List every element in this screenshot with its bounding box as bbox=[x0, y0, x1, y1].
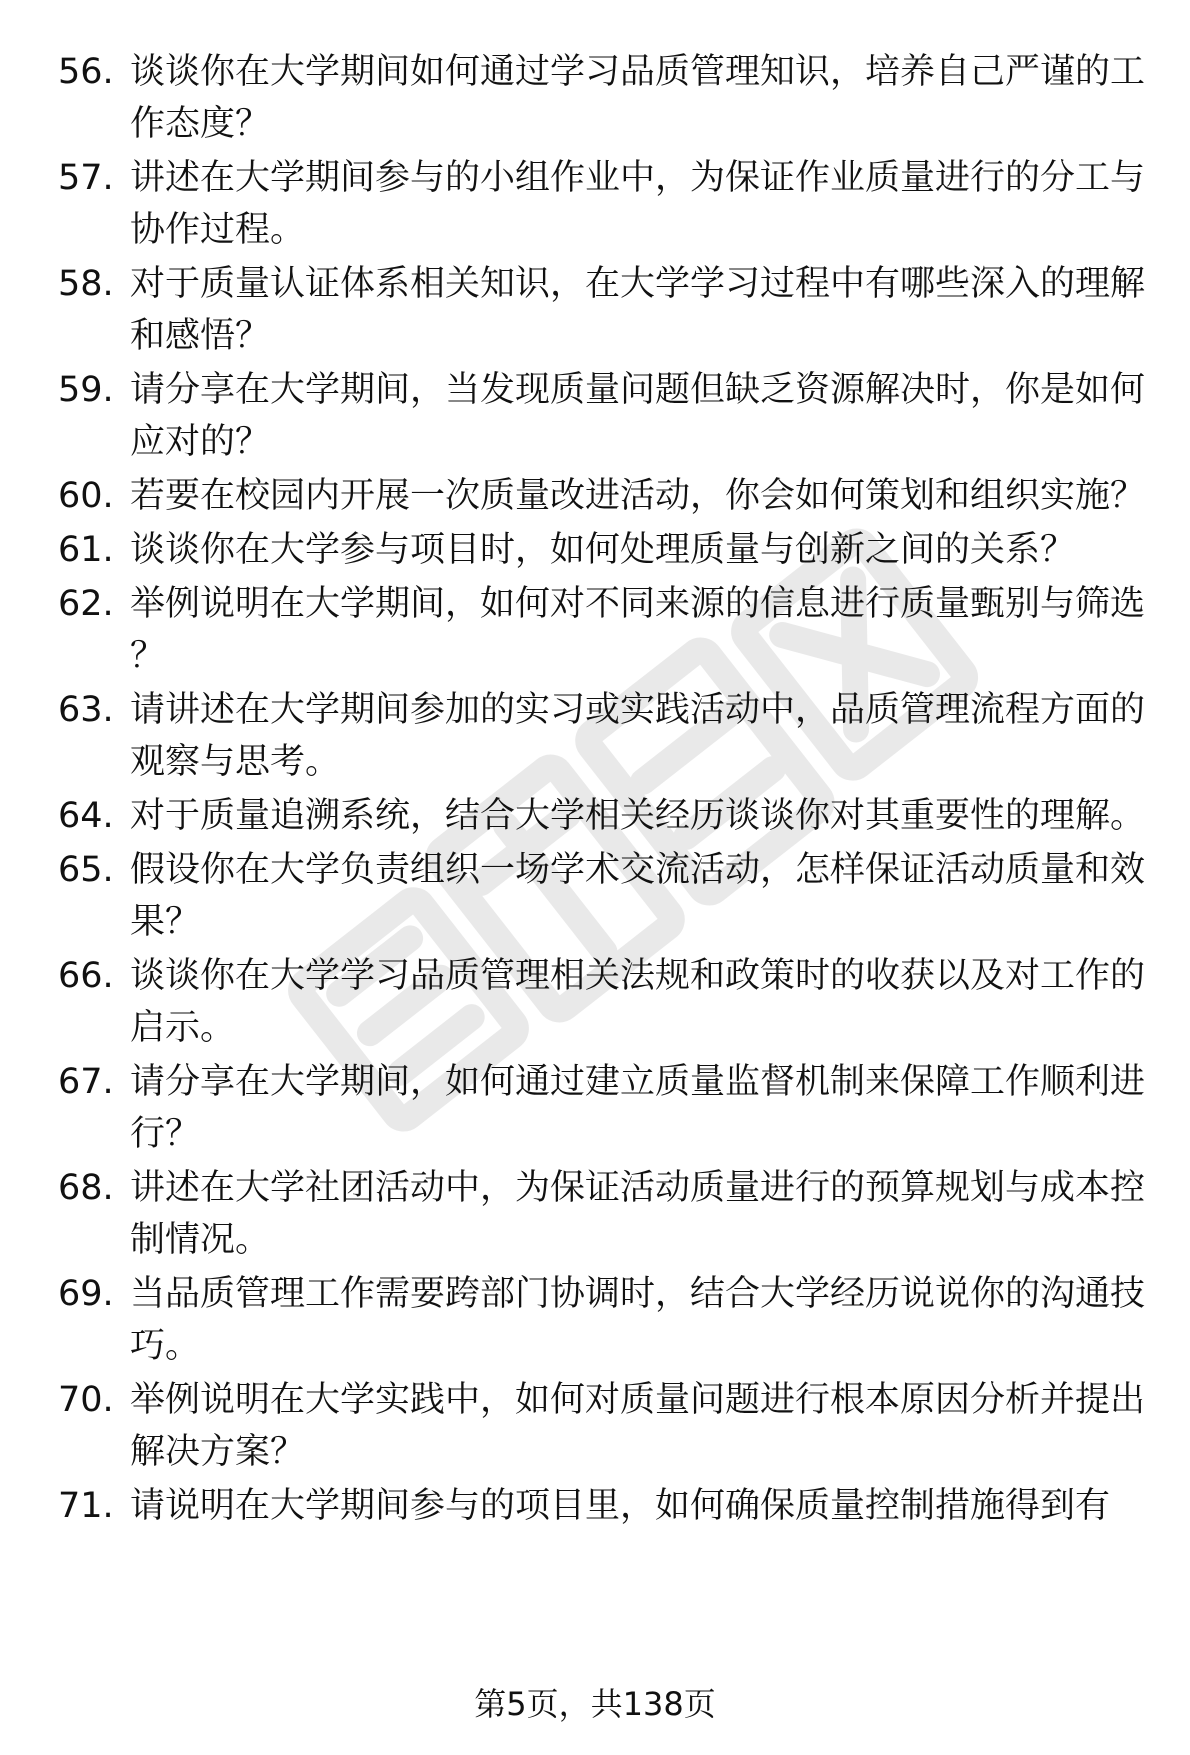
question-number: 64. bbox=[58, 796, 114, 836]
list-item bbox=[58, 152, 1148, 256]
list-item bbox=[58, 844, 1148, 948]
question-number: 56. bbox=[58, 52, 114, 92]
question-number: 62. bbox=[58, 584, 114, 624]
question-number: 70. bbox=[58, 1380, 114, 1420]
question-number: 59. bbox=[58, 370, 114, 410]
question-text: 请讲述在大学期间参加的实习或实践活动中，品质管理流程方面的观察与思考。 bbox=[130, 690, 1146, 782]
list-item bbox=[58, 1056, 1148, 1160]
question-text: 对于质量认证体系相关知识，在大学学习过程中有哪些深入的理解和感悟？ bbox=[130, 264, 1146, 356]
question-number: 60. bbox=[58, 476, 114, 516]
question-text: 请说明在大学期间参与的项目里，如何确保质量控制措施得到有 bbox=[130, 1486, 1111, 1526]
question-list bbox=[58, 46, 1148, 1534]
list-item bbox=[58, 1162, 1148, 1266]
list-item bbox=[58, 524, 1148, 576]
list-item bbox=[58, 684, 1148, 788]
list-item bbox=[58, 1374, 1148, 1478]
list-item bbox=[58, 950, 1148, 1054]
question-number: 71. bbox=[58, 1486, 114, 1526]
list-item bbox=[58, 364, 1148, 468]
question-number: 61. bbox=[58, 530, 114, 570]
question-number: 66. bbox=[58, 956, 114, 996]
list-item bbox=[58, 258, 1148, 362]
question-number: 63. bbox=[58, 690, 114, 730]
question-text: 请分享在大学期间，当发现质量问题但缺乏资源解决时，你是如何应对的？ bbox=[130, 370, 1146, 462]
question-text: 举例说明在大学实践中，如何对质量问题进行根本原因分析并提出解决方案？ bbox=[130, 1380, 1146, 1472]
list-item bbox=[58, 790, 1148, 842]
question-text: 假设你在大学负责组织一场学术交流活动，怎样保证活动质量和效果？ bbox=[130, 850, 1146, 942]
question-text: 对于质量追溯系统，结合大学相关经历谈谈你对其重要性的理解。 bbox=[130, 796, 1146, 836]
question-number: 58. bbox=[58, 264, 114, 304]
question-number: 69. bbox=[58, 1274, 114, 1314]
question-text: 讲述在大学期间参与的小组作业中，为保证作业质量进行的分工与协作过程。 bbox=[130, 158, 1146, 250]
question-number: 65. bbox=[58, 850, 114, 890]
question-text: 谈谈你在大学学习品质管理相关法规和政策时的收获以及对工作的启示。 bbox=[130, 956, 1146, 1048]
question-text: 若要在校园内开展一次质量改进活动，你会如何策划和组织实施？ bbox=[130, 476, 1146, 516]
question-text: 谈谈你在大学期间如何通过学习品质管理知识，培养自己严谨的工作态度？ bbox=[130, 52, 1146, 144]
list-item bbox=[58, 1268, 1148, 1372]
question-number: 68. bbox=[58, 1168, 114, 1208]
question-text: 讲述在大学社团活动中，为保证活动质量进行的预算规划与成本控制情况。 bbox=[130, 1168, 1146, 1260]
question-number: 57. bbox=[58, 158, 114, 198]
list-item bbox=[58, 578, 1148, 682]
question-text: 当品质管理工作需要跨部门协调时，结合大学经历说说你的沟通技巧。 bbox=[130, 1274, 1146, 1366]
list-item bbox=[58, 46, 1148, 150]
question-text: 请分享在大学期间，如何通过建立质量监督机制来保障工作顺利进行？ bbox=[130, 1062, 1146, 1154]
question-text: 举例说明在大学期间，如何对不同来源的信息进行质量甄别与筛选？ bbox=[130, 584, 1146, 676]
list-item bbox=[58, 470, 1148, 522]
page-number: 第5页，共138页 bbox=[474, 1685, 716, 1723]
question-text: 谈谈你在大学参与项目时，如何处理质量与创新之间的关系？ bbox=[130, 530, 1076, 570]
question-number: 67. bbox=[58, 1062, 114, 1102]
list-item bbox=[58, 1480, 1148, 1532]
